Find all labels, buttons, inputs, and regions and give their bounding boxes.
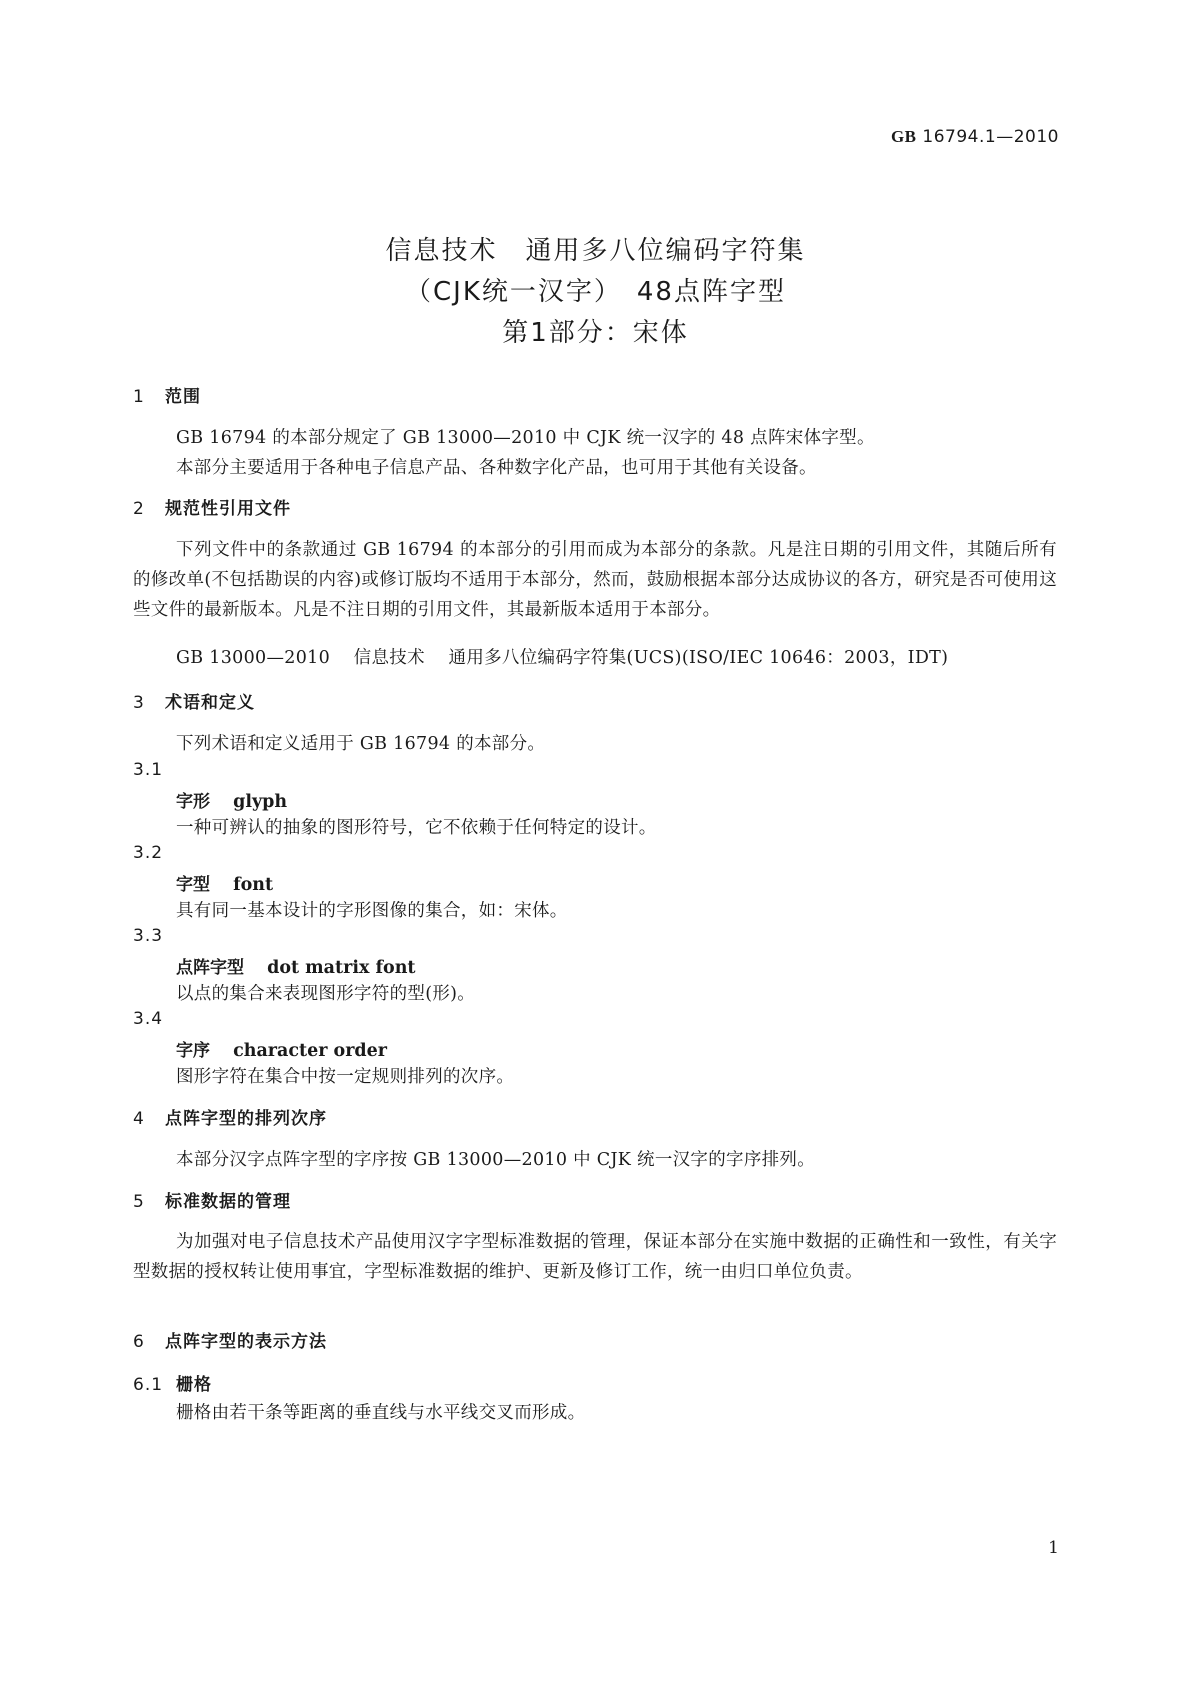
- section-1-heading: [133, 382, 201, 407]
- term-name: [176, 787, 287, 813]
- subsection-title: 栅格: [176, 1375, 212, 1395]
- term-name-zh: 字形: [176, 792, 210, 812]
- section-6-heading: [133, 1327, 327, 1352]
- section-1-paragraph-2: 本部分主要适用于各种电子信息产品、各种数字化产品，也可用于其他有关设备。: [176, 458, 817, 478]
- term-number: 3.1: [133, 760, 164, 780]
- standard-number: 16794.1—2010: [922, 127, 1059, 147]
- section-5-paragraph-1: 为加强对电子信息技术产品使用汉字字型标准数据的管理，保证本部分在实施中数据的正确性和一致性，有关字型数据的授权转让使用事宜，字型标准数据的维护、更新及修订工作，统一由归口单位负责。: [133, 1232, 1057, 1282]
- section-title: 规范性引用文件: [165, 499, 291, 519]
- term-definition: 图形字符在集合中按一定规则排列的次序。: [176, 1067, 515, 1087]
- section-5-heading: [133, 1187, 291, 1212]
- section-1-paragraph-1: GB 16794 的本部分规定了 GB 13000—2010 中 CJK 统一汉字的 48 点阵宋体字型。: [176, 428, 875, 448]
- term-name: [176, 1036, 387, 1062]
- section-title: 术语和定义: [165, 693, 255, 713]
- section-6-1-paragraph-1: 栅格由若干条等距离的垂直线与水平线交叉而形成。: [176, 1403, 586, 1423]
- term-name-zh: 字型: [176, 875, 210, 895]
- term-definition: 以点的集合来表现图形字符的型(形)。: [176, 984, 476, 1004]
- term-number: 3.4: [133, 1009, 164, 1029]
- term-name-zh: 点阵字型: [176, 958, 244, 978]
- normative-reference: GB 13000—2010 信息技术 通用多八位编码字符集(UCS)(ISO/IEC 10646：2003，IDT): [176, 648, 949, 668]
- section-2-paragraph-1: 下列文件中的条款通过 GB 16794 的本部分的引用而成为本部分的条款。凡是注日期的引用文件，其随后所有的修改单(不包括勘误的内容)或修订版均不适用于本部分，然而，鼓励根据本部分达成协议的各方，研究是否可使用这些文件的最新版本。凡是不注日期的引用文件，其最新版本适用于本部分。: [133, 540, 1057, 620]
- section-number: 6: [133, 1332, 145, 1352]
- section-number: 1: [133, 387, 145, 407]
- term-name-en: font: [233, 875, 274, 895]
- section-2-heading: [133, 494, 291, 519]
- page-number: 1: [1048, 1538, 1059, 1558]
- subsection-number: 6.1: [133, 1375, 164, 1395]
- section-4-heading: [133, 1104, 327, 1129]
- section-title: 点阵字型的排列次序: [165, 1109, 327, 1129]
- term-name-zh: 字序: [176, 1041, 210, 1061]
- standard-code: [891, 127, 1059, 147]
- section-number: 3: [133, 693, 145, 713]
- section-4-paragraph-1: 本部分汉字点阵字型的字序按 GB 13000—2010 中 CJK 统一汉字的字序排列。: [176, 1150, 816, 1170]
- term-name-en: dot matrix font: [267, 958, 416, 978]
- standard-prefix: GB: [890, 127, 917, 146]
- term-definition: 具有同一基本设计的字形图像的集合，如：宋体。: [176, 901, 568, 921]
- section-title: 标准数据的管理: [165, 1192, 291, 1212]
- title-line-1: 信息技术 通用多八位编码字符集: [385, 236, 806, 266]
- section-title: 点阵字型的表示方法: [165, 1332, 327, 1352]
- title-line-2: （CJK统一汉字） 48点阵字型: [405, 277, 786, 307]
- section-number: 5: [133, 1192, 145, 1212]
- term-name-en: character order: [233, 1041, 388, 1061]
- section-3-heading: [133, 688, 255, 713]
- section-3-intro: 下列术语和定义适用于 GB 16794 的本部分。: [176, 734, 546, 754]
- term-name: [176, 953, 416, 979]
- term-name-en: glyph: [233, 792, 288, 812]
- section-number: 2: [133, 499, 145, 519]
- term-number: 3.2: [133, 843, 164, 863]
- title-line-3: 第1部分：宋体: [502, 318, 689, 348]
- term-definition: 一种可辨认的抽象的图形符号，它不依赖于任何特定的设计。: [176, 818, 657, 838]
- subsection-6-1-heading: [133, 1370, 212, 1395]
- section-title: 范围: [165, 387, 201, 407]
- term-name: [176, 870, 273, 896]
- term-number: 3.3: [133, 926, 164, 946]
- section-number: 4: [133, 1109, 145, 1129]
